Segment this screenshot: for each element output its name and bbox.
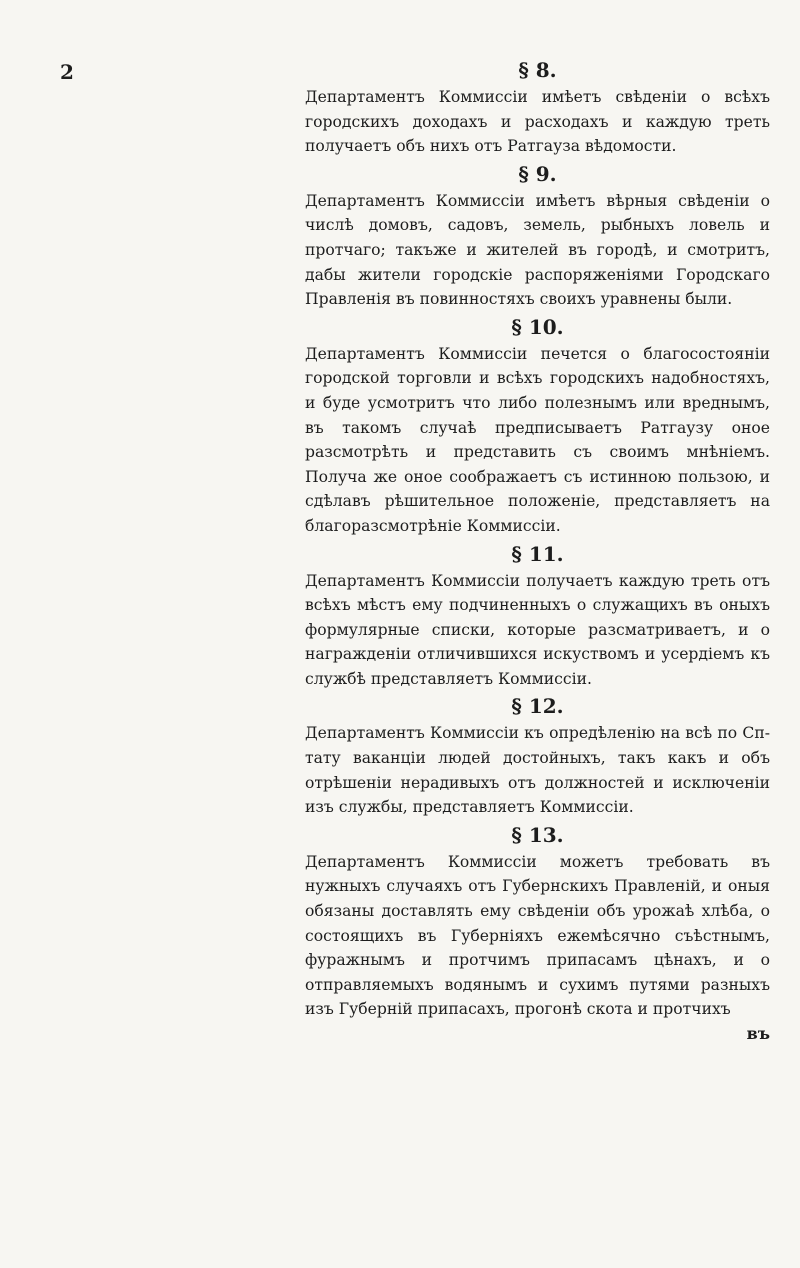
page-content [305,55,770,1046]
section-9 [305,161,770,312]
section-title: § 9. [518,161,557,186]
section-title: § 10. [511,314,564,339]
section-text: Департаментъ Коммиссiи можетъ требовать въ нужныхъ случаяхъ отъ Губернскихъ Правленiй, и оныя обязаны доставлять ему свѣденiи объ урожаѣ хлѣба, о состоящихъ въ Губернiяхъ ежемѣсячно съѣстнымъ, фуражнымъ и протчимъ припасамъ цѣнахъ, и о отправляемыхъ водянымъ и сухимъ путями разныхъ изъ Губернiй припасахъ, прогонѣ скота и протчихъ [305,852,770,1019]
section-13 [305,822,770,1022]
section-text: Департаментъ Коммиссiи къ опредѣленiю на всѣ по Сп-тату ваканцiи людей достойныхъ, такъ какъ и объ отрѣшенiи нерадивыхъ отъ должностей и исключенiи изъ службы, представляетъ Коммиссiи. [305,724,770,817]
page-number: 2 [60,60,74,84]
section-12 [305,693,770,819]
section-title: § 8. [518,58,557,82]
section-10 [305,314,770,539]
section-text: Департаментъ Коммиссiи получаетъ каждую треть отъ всѣхъ мѣстъ ему подчиненныхъ о служащихъ въ оныхъ формулярные списки, которые разсматриваетъ, и о награжденiи отличившихся искуствомъ и усердiемъ къ службѣ представляетъ Коммиссiи. [305,571,770,688]
section-8 [305,57,770,159]
section-text: Департаментъ Коммиссiи печется о благосостоянiи городской торговли и всѣхъ городскихъ надобностяхъ, и буде усмотритъ что либо полезнымъ или вреднымъ, въ такомъ случаѣ предписываетъ Ратгаузу оное разсмотрѣть и представить съ своимъ мнѣнiемъ. Получа же оное соображаетъ съ истинною пользою, и сдѣлавъ рѣшительное положенiе, представляетъ на благоразсмотрѣнiе Коммиссiи. [305,344,770,535]
catchword: въ [746,1024,770,1043]
section-title: § 12. [511,694,564,719]
section-title: § 13. [511,822,564,847]
section-text: Департаментъ Коммиссiи имѣетъ свѣденiи о всѣхъ городскихъ доходахъ и расходахъ и каждую треть получаетъ объ нихъ отъ Ратгауза вѣдомости. [305,88,770,156]
section-11 [305,541,770,692]
section-text: Департаментъ Коммиссiи имѣетъ вѣрныя свѣденiи о числѣ домовъ, садовъ, земель, рыбныхъ ловель и протчаго; такъже и жителей въ городѣ, и смотритъ, дабы жители городскiе распоряженiями Городскаго Правленiя въ повинностяхъ своихъ уравнены были. [305,191,770,309]
section-title: § 11. [511,541,564,566]
